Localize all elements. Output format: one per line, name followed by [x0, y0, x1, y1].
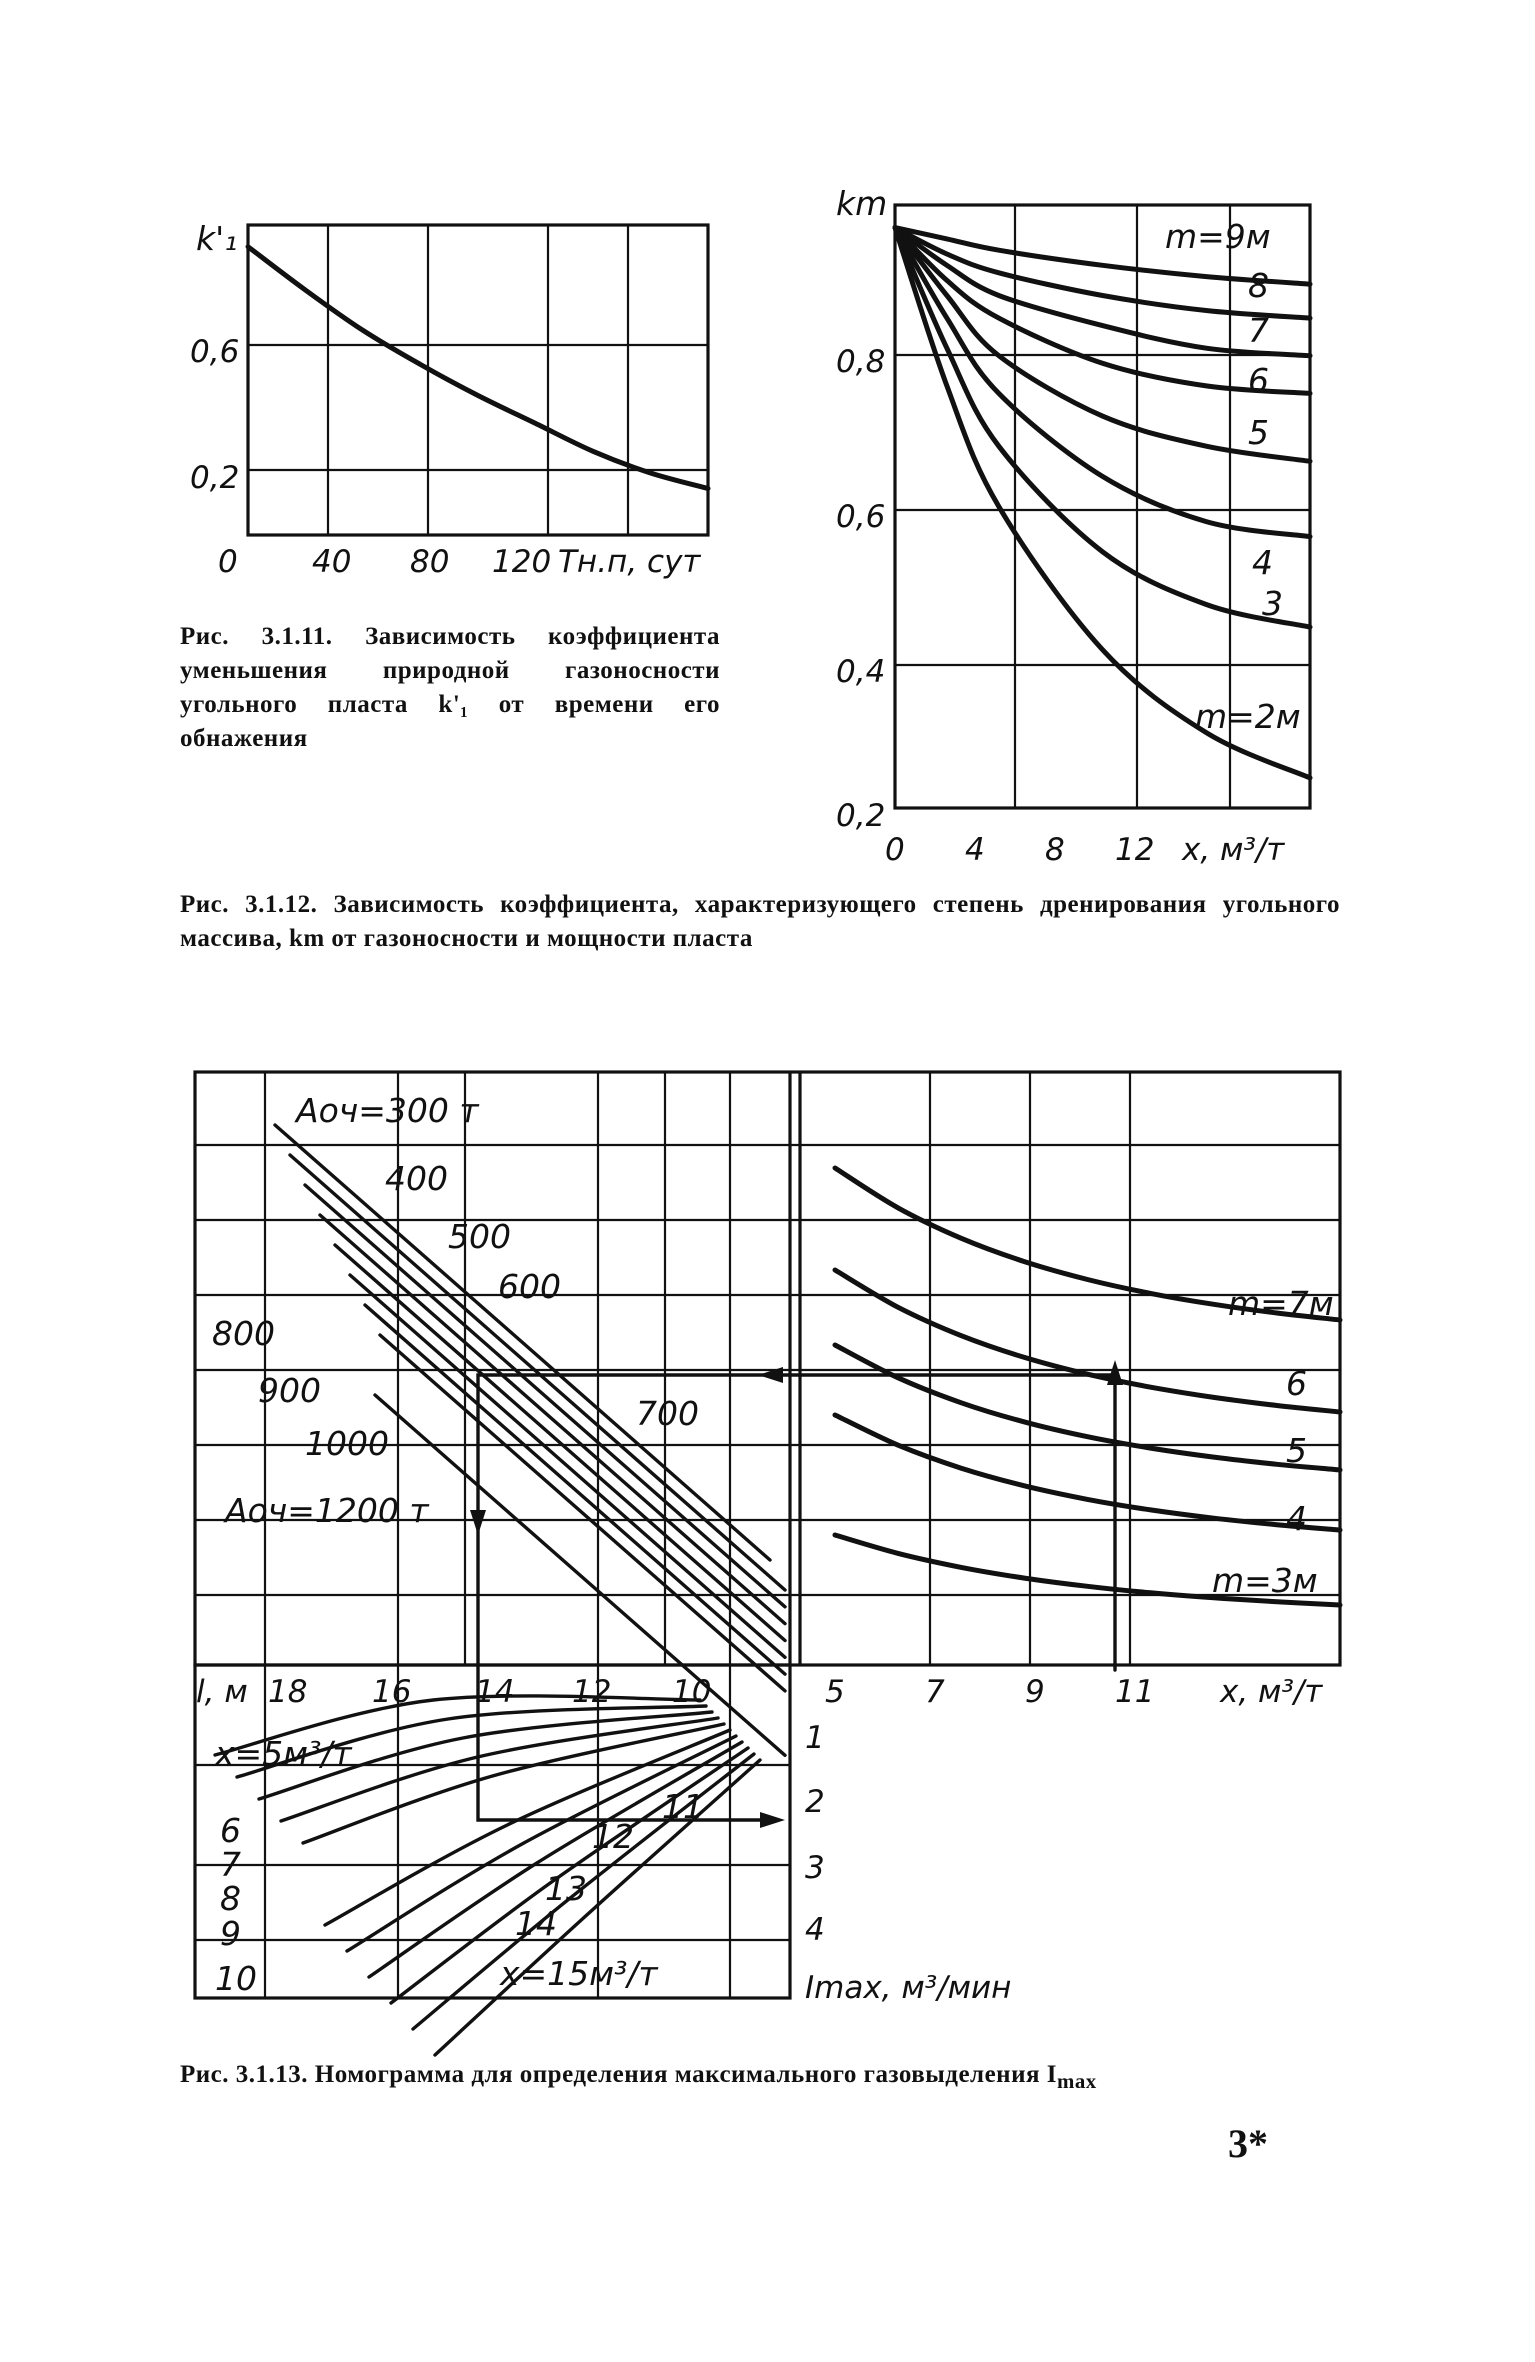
fig12-series-label: 4 — [1252, 543, 1273, 582]
fig13-left-label: 700 — [636, 1394, 699, 1433]
fig13-bottom-label: 6 — [220, 1811, 241, 1850]
fig11-xtick: 0 — [218, 544, 238, 580]
fig-3-1-13 — [195, 1072, 1340, 2055]
fig11-ytick: 0,2 — [190, 460, 240, 496]
fig12-series-label: 8 — [1248, 266, 1269, 305]
fig13-right-label: m=7м — [1228, 1284, 1334, 1323]
fig12-series-label: m=2м — [1195, 697, 1301, 736]
fig11-caption: Рис. 3.1.11. Зависимость коэффициента уменьшения природной газоносности угольного пласта k'₁ от времени его обнажения — [180, 623, 720, 752]
fig13-caption — [180, 2058, 1380, 2098]
fig13-xtick: 11 — [1115, 1674, 1155, 1710]
fig11-ytick: 0,6 — [190, 334, 240, 370]
fig13-left-xtick: 18 — [268, 1674, 308, 1710]
fig13-xtick: 7 — [925, 1674, 945, 1710]
fig13-left-label: 500 — [448, 1217, 511, 1256]
fig12-xtick: 8 — [1045, 832, 1065, 868]
fig13-ytick: 1 — [805, 1720, 825, 1756]
fig13-right-label: 6 — [1286, 1364, 1307, 1403]
fig11-xlabel: Tн.п, сут — [558, 544, 701, 580]
fig13-caption-sub: max — [1056, 2069, 1097, 2093]
fig13-m-curve — [835, 1415, 1340, 1530]
fig11-xtick: 120 — [492, 544, 552, 580]
fig11-xtick: 40 — [312, 544, 352, 580]
fig13-bottom-label: 9 — [220, 1914, 241, 1953]
fig13-right-label: 5 — [1286, 1431, 1307, 1470]
fig13-left-label: 600 — [498, 1267, 561, 1306]
arrow-right-icon — [760, 1812, 785, 1828]
fig13-bottom-label: x=15м³/т — [500, 1954, 658, 1993]
fig13-aoch-line — [380, 1335, 785, 1691]
fig13-caption-text: Рис. 3.1.13. Номограмма для определения максимального газовыделения I — [180, 2061, 1057, 2088]
fig13-bottom-label: 7 — [220, 1845, 241, 1884]
fig-3-1-12 — [836, 184, 1310, 868]
fig13-example-line — [478, 1375, 1115, 1820]
fig13-xlabel: x, м³/т — [1220, 1674, 1323, 1710]
page-number: 3* — [1228, 2121, 1268, 2166]
fig13-left-label: 1000 — [305, 1424, 389, 1463]
fig13-bottom-label: 14 — [515, 1904, 557, 1943]
fig11-grid — [248, 225, 708, 535]
fig13-bottom-label: 10 — [215, 1959, 257, 1998]
fig13-left-xtick: 14 — [475, 1674, 515, 1710]
fig12-caption: Рис. 3.1.12. Зависимость коэффициента, характеризующего степень дренирования угольного массива, km от газоносности и мощности пласта — [180, 891, 1340, 952]
fig13-left-label: Aоч=1200 т — [225, 1491, 429, 1530]
fig13-bottom-label: x=5м³/т — [215, 1734, 352, 1773]
fig13-grid — [195, 1072, 1340, 1998]
fig12-ylabel: km — [836, 184, 888, 223]
fig13-left-xtick: 10 — [672, 1674, 712, 1710]
fig13-bottom-label: 8 — [220, 1879, 241, 1918]
fig13-ytick: 4 — [805, 1912, 825, 1948]
fig13-right-label: m=3м — [1212, 1561, 1318, 1600]
fig12-series-label: 7 — [1248, 311, 1269, 350]
fig13-bottom-label: 12 — [592, 1817, 634, 1856]
fig13-xtick: 5 — [825, 1674, 845, 1710]
fig13-aoch-line — [365, 1305, 785, 1674]
fig13-left-xtick: 16 — [372, 1674, 412, 1710]
fig11-series-curve — [248, 247, 708, 489]
fig13-left-xtick: 12 — [572, 1674, 612, 1710]
fig12-ytick: 0,2 — [836, 798, 886, 834]
fig13-bottom-label: 11 — [662, 1787, 704, 1826]
fig12-ytick: 0,6 — [836, 499, 886, 535]
fig13-left-xlabel: l, м — [196, 1674, 248, 1710]
fig13-left-label: 400 — [385, 1159, 448, 1198]
fig11-ylabel: k'₁ — [196, 219, 238, 258]
fig13-xtick: 9 — [1025, 1674, 1045, 1710]
fig12-ytick: 0,4 — [836, 654, 886, 690]
fig12-series-label: 5 — [1248, 413, 1269, 452]
fig12-xtick: 12 — [1115, 832, 1155, 868]
arrow-up-icon — [1107, 1360, 1123, 1385]
fig13-ytick: 2 — [805, 1784, 825, 1820]
fig13-ylabel: Imax, м³/мин — [805, 1970, 1012, 2006]
fig11-frame — [248, 225, 708, 535]
fig12-xtick: 0 — [885, 832, 905, 868]
fig12-xlabel: x, м³/т — [1182, 832, 1285, 868]
fig12-series-label: m=9м — [1165, 217, 1271, 256]
fig13-left-label: Aоч=300 т — [296, 1091, 479, 1130]
fig13-right-label: 4 — [1286, 1499, 1307, 1538]
fig13-aoch-line — [350, 1275, 785, 1657]
fig13-left-label: 900 — [258, 1371, 321, 1410]
fig-3-1-11 — [190, 219, 708, 580]
fig11-xtick: 80 — [410, 544, 450, 580]
fig12-ytick: 0,8 — [836, 344, 886, 380]
fig13-bottom-label: 13 — [545, 1869, 587, 1908]
fig12-xtick: 4 — [965, 832, 985, 868]
fig12-series-label: 6 — [1248, 361, 1269, 400]
fig13-right-curves — [835, 1168, 1340, 1605]
fig12-series-label: 3 — [1262, 584, 1283, 623]
fig13-ytick: 3 — [805, 1850, 825, 1886]
fig13-left-label: 800 — [212, 1314, 275, 1353]
arrow-down-icon — [470, 1510, 486, 1535]
